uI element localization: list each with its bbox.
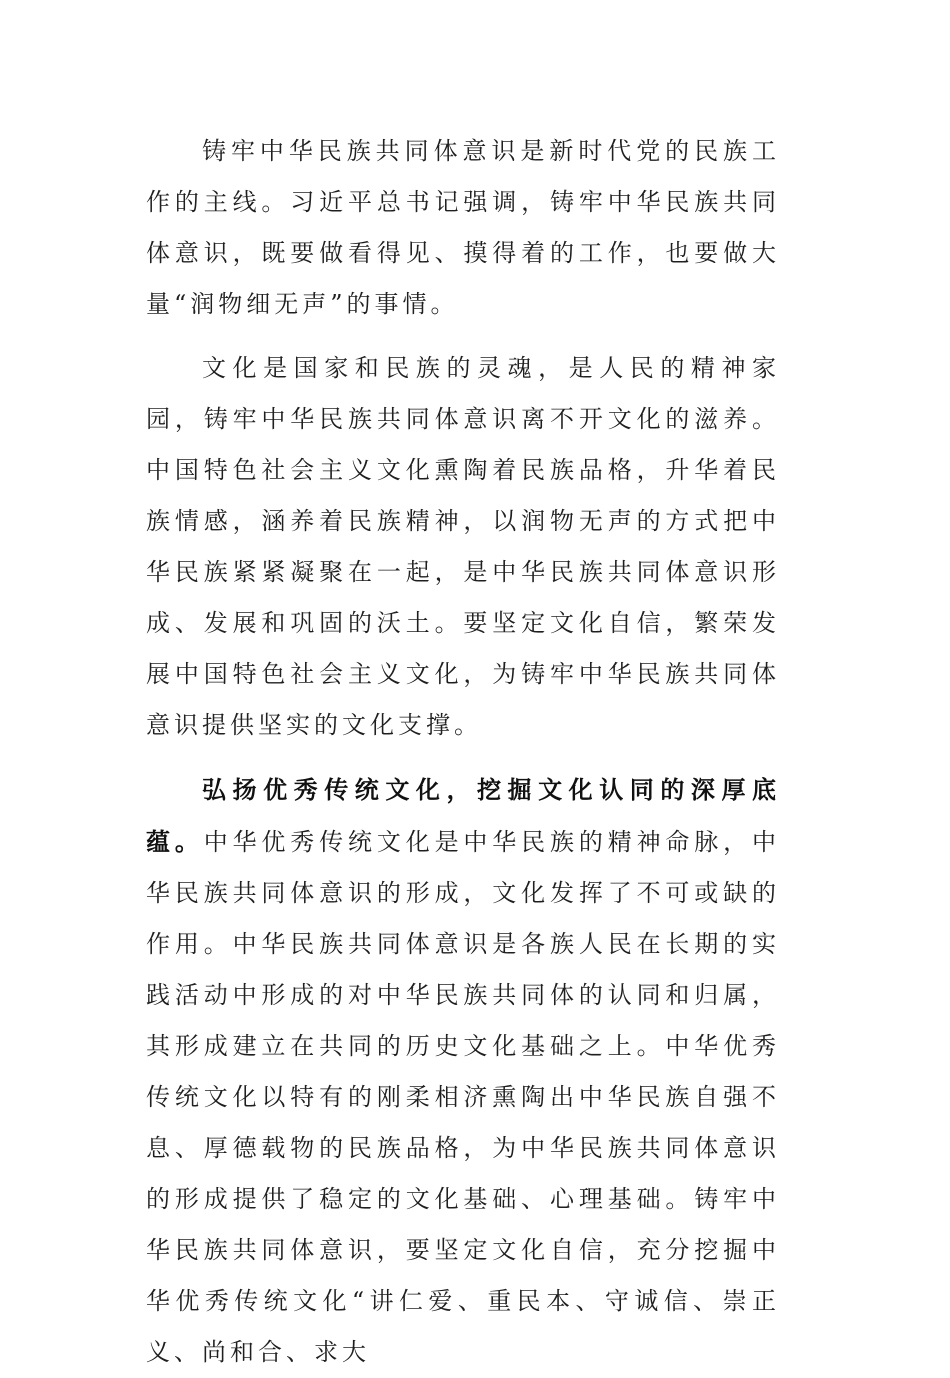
paragraph-3 (146, 764, 780, 1378)
paragraph-2 (146, 343, 780, 751)
document-body (146, 126, 780, 1378)
paragraph-3-heading: 弘扬优秀传统文化，挖掘文化认同的深厚底蕴。 (146, 775, 780, 856)
paragraph-1-text: 铸牢中华民族共同体意识是新时代党的民族工作的主线。习近平总书记强调，铸牢中华民族共同体意识，既要做看得见、摸得着的工作，也要做大量“润物细无声”的事情。 (146, 137, 780, 318)
paragraph-spacer (146, 330, 780, 343)
paragraph-spacer (146, 751, 780, 764)
paragraph-2-text: 文化是国家和民族的灵魂，是人民的精神家园，铸牢中华民族共同体意识离不开文化的滋养。中国特色社会主义文化熏陶着民族品格，升华着民族情感，涵养着民族精神，以润物无声的方式把中华民族紧紧凝聚在一起，是中华民族共同体意识形成、发展和巩固的沃土。要坚定文化自信，繁荣发展中国特色社会主义文化，为铸牢中华民族共同体意识提供坚实的文化支撑。 (146, 354, 780, 739)
paragraph-1 (146, 126, 780, 330)
paragraph-3-text: 中华优秀传统文化是中华民族的精神命脉，中华民族共同体意识的形成，文化发挥了不可或缺的作用。中华民族共同体意识是各族人民在长期的实践活动中形成的对中华民族共同体的认同和归属，其形成建立在共同的历史文化基础之上。中华优秀传统文化以特有的刚柔相济熏陶出中华民族自强不息、厚德载物的民族品格，为中华民族共同体意识的形成提供了稳定的文化基础、心理基础。铸牢中华民族共同体意识，要坚定文化自信，充分挖掘中华优秀传统文化“讲仁爱、重民本、守诚信、崇正义、尚和合、求大 (146, 828, 781, 1366)
